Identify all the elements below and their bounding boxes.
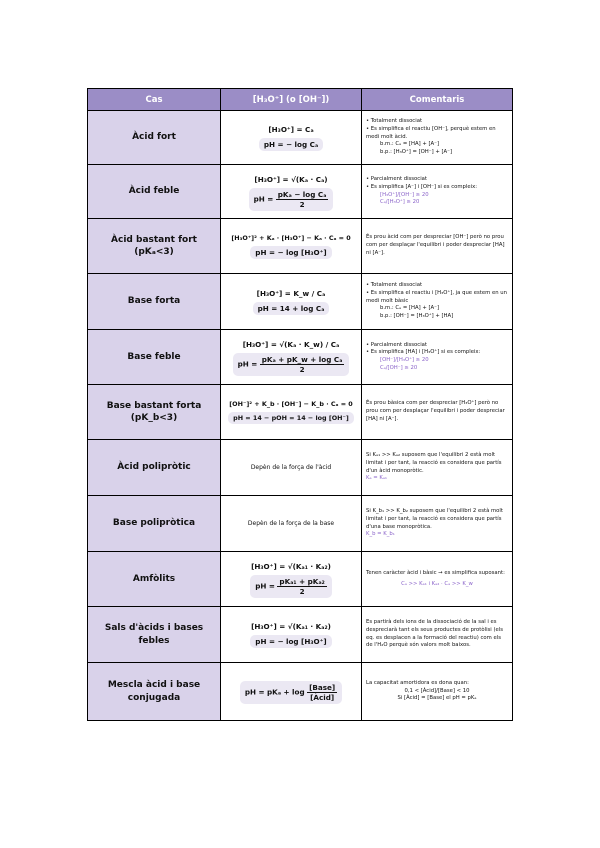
table-row xyxy=(88,330,513,385)
ph-formula xyxy=(250,575,332,598)
formula-cell xyxy=(221,385,362,440)
comment-line: • Es simplifica [HA] i [H₃O⁺] si es compleix: xyxy=(366,349,481,356)
formula-text: Depèn de la força de l'àcid xyxy=(250,463,332,471)
comment-line: Si Kₐ₁ >> Kₐ₂ suposem que l'equilibri 2 està molt limitat i per tant, la reacció es considera que partís d'un àcid monopròtic. xyxy=(366,452,502,474)
comment-line: • Parcialment dissociat xyxy=(366,341,428,348)
ph-formula xyxy=(240,681,342,704)
ph-formula xyxy=(233,353,350,376)
formula-cell xyxy=(221,607,362,663)
comment-line: b.p.: [OH⁻] = [H₃O⁺] + [HA] xyxy=(380,313,454,319)
case-label: Sals d'àcids i bases febles xyxy=(88,607,221,663)
fraction xyxy=(307,683,337,702)
numerator: [Base] xyxy=(309,683,336,692)
table-row xyxy=(88,552,513,607)
comment-cell xyxy=(362,111,513,165)
comment-line: • Es simplifica el reactiu i [H₃O⁺], ja que estem en un medi molt bàsic xyxy=(366,289,507,304)
case-label: Base polipròtica xyxy=(88,496,221,552)
case-label: Àcid bastant fort (pKₐ<3) xyxy=(88,219,221,274)
numerator: pKₐ₁ + pKₐ₂ xyxy=(279,577,325,586)
comment-cell xyxy=(362,165,513,219)
ph-formula: pH = 14 − pOH = 14 − log [OH⁻] xyxy=(228,412,354,424)
comment-cell xyxy=(362,330,513,385)
comment-line: • Es simplifica el reactiu [OH⁻], perquè estem en medi molt àcid. xyxy=(366,125,496,140)
comment-line: Kₐ = Kₐ₁ xyxy=(366,475,388,482)
comment-cell xyxy=(362,607,513,663)
table-row xyxy=(88,607,513,663)
formula-cell xyxy=(221,330,362,385)
comment-line: b.m.: Cₐ = [HA] + [A⁻] xyxy=(380,141,440,148)
fraction xyxy=(260,355,345,374)
header-formula: [H₃O⁺] (o [OH⁻]) xyxy=(221,89,362,111)
table-row xyxy=(88,219,513,274)
header-comentaris: Comentaris xyxy=(362,89,513,111)
numerator: pKₐ + pK_w + log Cₐ xyxy=(261,355,343,364)
ph-lhs: pH = xyxy=(253,194,274,203)
comment-line: Es partirà dels ions de la dissociació de la sal i es despreciarà tant els seus productes de protòlisi (els eq. es desplacen a la formació del reactiu) com els de l'H₂O perquè són valors molt baixos. xyxy=(366,619,504,649)
formula: [H₃O⁺] = Cₐ xyxy=(268,124,314,134)
formula: [OH⁻]² + K_b · [OH⁻] − K_b · Cₐ = 0 xyxy=(229,400,353,408)
comment-line: És prou àcid com per despreciar [OH⁻] però no prou com per desplaçar l'equilibri i poder despreciar [HA] ni [A⁻]. xyxy=(366,234,505,256)
ph-lhs: pH = xyxy=(237,359,258,369)
formula-cell xyxy=(221,274,362,330)
comment-line: Cₐ/[OH⁻] ≥ 20 xyxy=(380,364,418,371)
formula-cell xyxy=(221,440,362,496)
comment-line: b.p.: [H₃O⁺] = [OH⁻] + [A⁻] xyxy=(380,149,453,155)
denominator: [Àcid] xyxy=(310,693,335,702)
comment-line: • Totalment dissociat xyxy=(366,282,423,289)
table-row xyxy=(88,496,513,552)
ph-lhs: pH = xyxy=(255,581,275,591)
case-label: Base forta xyxy=(88,274,221,330)
ph-formula: pH = − log [H₃O⁺] xyxy=(250,246,331,259)
ph-formula xyxy=(249,188,334,211)
case-label: Àcid polipròtic xyxy=(88,440,221,496)
denominator: 2 xyxy=(299,365,305,374)
denominator: 2 xyxy=(299,587,305,596)
comment-line: • Es simplifica [A⁻] i [OH⁻] si es compleix: xyxy=(366,183,478,190)
comment-line: 0,1 < [Àcid]/[Base] < 10 xyxy=(404,687,470,694)
comment-line: Tenen caràcter àcid i bàsic → es simplifica suposant: xyxy=(366,569,505,576)
fraction xyxy=(276,190,329,209)
case-label: Àcid fort xyxy=(88,111,221,165)
comment-line: b.m.: Cₐ = [HA] + [A⁻] xyxy=(380,305,440,312)
comment-line: La capacitat amortidora es dona quan: xyxy=(366,679,469,686)
table-row xyxy=(88,165,513,219)
formula-cell xyxy=(221,111,362,165)
header-cas: Cas xyxy=(88,89,221,111)
formula: [H₃O⁺]² + Kₐ · [H₃O⁺] − Kₐ · Cₐ = 0 xyxy=(231,233,351,242)
acid-base-table xyxy=(87,88,513,721)
header-row xyxy=(88,89,513,111)
comment-cell xyxy=(362,385,513,440)
comment-line: [OH⁻]/[H₃O⁺] ≥ 20 xyxy=(380,357,429,363)
comment-line: Cₐ/[H₃O⁺] ≥ 20 xyxy=(380,199,420,206)
formula-cell xyxy=(221,165,362,219)
table-row xyxy=(88,385,513,440)
case-label: Àcid feble xyxy=(88,165,221,219)
ph-formula: pH = − log [H₃O⁺] xyxy=(250,635,331,648)
ph-formula: pH = − log Cₐ xyxy=(259,138,323,151)
formula-cell xyxy=(221,219,362,274)
comment-line: • Totalment dissociat xyxy=(366,118,423,125)
table-row xyxy=(88,111,513,165)
comment-cell xyxy=(362,496,513,552)
comment-line: Si [Àcid] = [Base] el pH = pKₐ xyxy=(397,695,477,702)
formula-cell xyxy=(221,496,362,552)
ph-lhs: pH = pKₐ + log xyxy=(244,687,305,697)
comment-line: • Parcialment dissociat xyxy=(366,176,428,183)
table-row xyxy=(88,663,513,721)
formula-text: Depèn de la força de la base xyxy=(247,519,335,527)
comment-line: És prou bàsica com per despreciar [H₃O⁺] però no prou com per desplaçar l'equilibri i poder despreciar [HA] ni [A⁻]. xyxy=(366,400,505,422)
formula: [H₃O⁺] = √(Kₐ₁ · Kₐ₂) xyxy=(251,621,331,631)
comment-cell xyxy=(362,274,513,330)
denominator: 2 xyxy=(299,199,305,209)
comment-cell xyxy=(362,440,513,496)
comment-line: Si K_b₁ >> K_b₂ suposem que l'equilibri 2 està molt limitat i per tant, la reacció es considera que partís d'una base monopròtica. xyxy=(366,508,503,530)
formula-cell xyxy=(221,552,362,607)
comment-line: K_b = K_b₁ xyxy=(366,531,395,538)
case-label: Amfòlits xyxy=(88,552,221,607)
comment-cell xyxy=(362,219,513,274)
table-row xyxy=(88,440,513,496)
formula: [H₃O⁺] = √(Kₐ · Cₐ) xyxy=(254,174,328,184)
comment-line: [H₃O⁺]/[OH⁻] ≥ 20 xyxy=(380,191,429,198)
comment-line: Cₐ >> Kₐ₁ i Kₐ₂ · Cₐ >> K_w xyxy=(401,580,473,587)
table-row xyxy=(88,274,513,330)
comment-cell xyxy=(362,663,513,721)
case-label: Mescla àcid i base conjugada xyxy=(88,663,221,721)
formula: [H₃O⁺] = K_w / Cₐ xyxy=(256,288,326,298)
numerator: pKₐ − log Cₐ xyxy=(277,189,327,199)
formula: [H₃O⁺] = √(Kₐ₁ · Kₐ₂) xyxy=(251,562,331,571)
case-label: Base feble xyxy=(88,330,221,385)
comment-cell xyxy=(362,552,513,607)
formula-cell xyxy=(221,663,362,721)
formula: [H₃O⁺] = √(Kₐ · K_w) / Cₐ xyxy=(242,340,340,349)
fraction xyxy=(277,577,326,596)
case-label: Base bastant forta (pK_b<3) xyxy=(88,385,221,440)
ph-formula: pH = 14 + log Cₐ xyxy=(253,302,330,315)
